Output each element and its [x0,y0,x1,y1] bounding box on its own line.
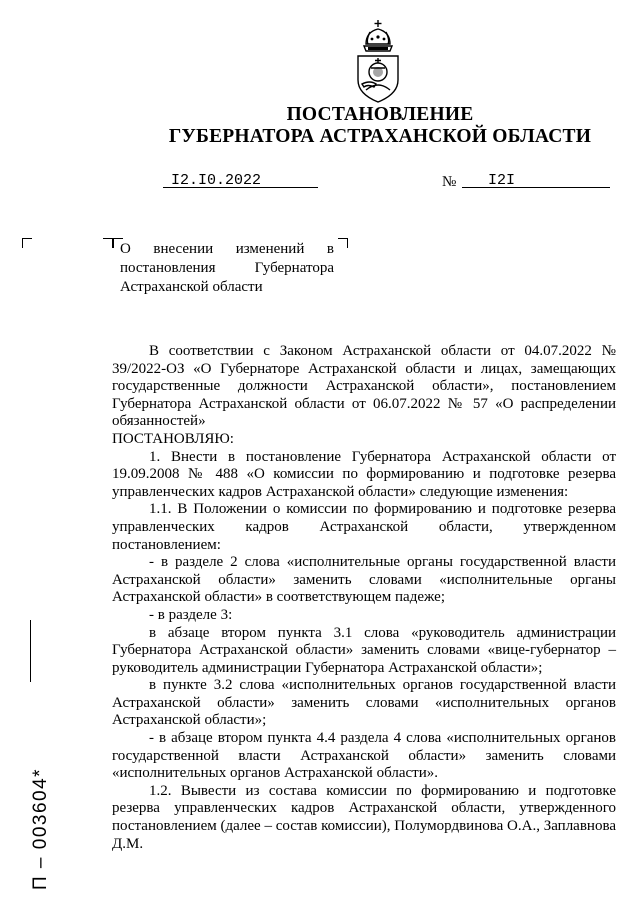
document-number: I2I [488,172,516,189]
document-title: ПОСТАНОВЛЕНИЕ [286,104,474,125]
coat-of-arms-icon [352,18,404,104]
serial-number: П – 003604* [30,767,51,890]
clause-paragraph: в пункте 3.2 слова «исполнительных органов государственной власти Астраханской области» заменить словами «исполнительных органов Астраханской области»; [112,677,616,729]
clause-paragraph: в абзаце втором пункта 3.1 слова «руководитель администрации Губернатора Астраханской области» заменить словами «вице-губернатор – руководитель администрации Губернатора Астраханской области»; [112,624,616,676]
preamble-paragraph: В соответствии с Законом Астраханской области от 04.07.2022 № 39/2022-ОЗ «О Губернаторе Астраханской области и лицах, замещающих государственные должности Астраханской области», постановлением Губернатора Астраханской области от 06.07.2022 № 57 «О распределении обязанностей» [112,343,616,430]
date-underline [163,187,318,188]
document-body [112,343,616,853]
number-underline [462,187,610,188]
clause-paragraph: 1.2. Вывести из состава комиссии по формированию и подготовке резерва управленческих кадров Астраханской области, утвержденного постановлением (далее – состав комиссии), Полумордвинова О.А., Заплавнова Д.М. [112,782,616,852]
address-corner-mark [22,238,32,248]
clause-paragraph: - в разделе 2 слова «исполнительные органы государственной власти Астраханской области» заменить словами «исполнительные органы Астраханской области» в соответствующем падеже; [112,554,616,606]
number-sign: № [442,174,457,190]
address-corner-mark [103,238,113,248]
clause-paragraph: - в разделе 3: [149,606,233,623]
document-issuer: ГУБЕРНАТОРА АСТРАХАНСКОЙ ОБЛАСТИ [168,126,592,147]
clause-paragraph: 1. Внести в постановление Губернатора Астраханской области от 19.09.2008 № 488 «О комиссии по формированию и подготовке резерва управленческих кадров Астраханской области» следующие изменения: [112,448,616,500]
resolution-heading: ПОСТАНОВЛЯЮ: [112,430,234,447]
subject-corner-mark [338,238,348,248]
serial-number-block [22,730,62,900]
document-subject: О внесении изменений в постановления Губернатора Астраханской области [120,241,334,295]
clause-paragraph: 1.1. В Положении о комиссии по формированию и подготовке резерва управленческих кадров Астраханской области, утвержденном постановлением: [112,501,616,553]
clause-paragraph: - в абзаце втором пункта 4.4 раздела 4 слова «исполнительных органов государственной власти Астраханской области» заменить словами «исполнительных органов Астраханской области». [112,730,616,782]
margin-rule [30,620,31,682]
document-date: I2.I0.2022 [171,172,262,189]
